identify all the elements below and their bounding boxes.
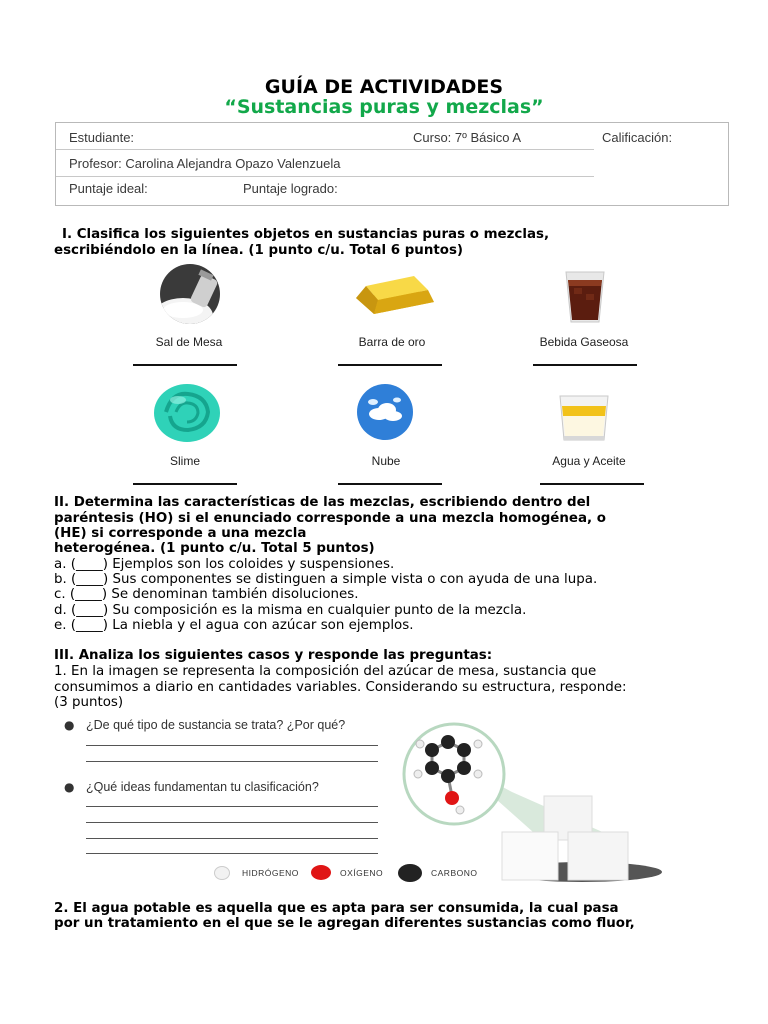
answer-line[interactable]: [533, 364, 637, 366]
student-info-table: [55, 122, 729, 206]
carbon-legend-icon: [398, 864, 422, 882]
achieved-score-field: Puntaje logrado:: [243, 181, 338, 196]
object-label: Nube: [371, 454, 401, 468]
answer-line[interactable]: [86, 806, 378, 807]
object-label: Slime: [169, 454, 200, 468]
case2-text: por un tratamiento en el que se le agregan diferentes sustancias como fluor,: [54, 916, 635, 931]
object-label: Bebida Gaseosa: [539, 335, 629, 349]
cloud-icon: [355, 384, 415, 440]
answer-line[interactable]: [338, 364, 442, 366]
list-item: e. (____) La niebla y el agua con azúcar son ejemplos.: [54, 618, 414, 633]
teacher-field: Profesor: Carolina Alejandra Opazo Valenzuela: [69, 156, 341, 171]
legend-hydrogen: HIDRÓGENO: [242, 868, 299, 878]
bullet-icon: ●: [64, 718, 75, 732]
section1-heading-cont: escribiéndolo en la línea. (1 punto c/u. Total 6 puntos): [54, 243, 464, 258]
list-item: c. (____) Se denominan también disoluciones.: [54, 587, 359, 602]
case1-text: (3 puntos): [54, 695, 124, 710]
student-field: Estudiante:: [69, 130, 135, 145]
section2-heading-cont: paréntesis (HO) si el enunciado corresponde a una mezcla homogénea, o: [54, 511, 606, 526]
case2-text: 2. El agua potable es aquella que es apta para ser consumida, la cual pasa: [54, 901, 619, 916]
answer-line[interactable]: [86, 838, 378, 839]
page-title: GUÍA DE ACTIVIDADES: [264, 76, 504, 98]
gold-bar-icon: [352, 268, 436, 324]
ideal-score-field: Puntaje ideal:: [69, 181, 148, 196]
section3-heading: III. Analiza los siguientes casos y responde las preguntas:: [54, 648, 493, 663]
question-2: ¿Qué ideas fundamentan tu clasificación?: [86, 780, 319, 794]
legend-oxygen: OXÍGENO: [340, 868, 384, 878]
answer-line[interactable]: [86, 853, 378, 854]
list-item: d. (____) Su composición es la misma en cualquier punto de la mezcla.: [54, 603, 527, 618]
case1-text: 1. En la imagen se representa la composición del azúcar de mesa, sustancia que: [54, 664, 597, 679]
soda-cup-icon: [562, 264, 608, 324]
answer-line[interactable]: [133, 364, 237, 366]
section2-heading: II. Determina las características de las mezclas, escribiendo dentro del: [54, 495, 591, 510]
page-subtitle: “Sustancias puras y mezclas”: [224, 96, 544, 118]
list-item: b. (____) Sus componentes se distinguen a simple vista o con ayuda de una lupa.: [54, 572, 598, 587]
course-field: Curso: 7º Básico A: [413, 130, 522, 145]
section2-heading-cont: (HE) si corresponde a una mezcla: [54, 526, 307, 541]
object-label: Agua y Aceite: [552, 454, 626, 468]
bullet-icon: ●: [64, 780, 75, 794]
section1-heading: I. Clasifica los siguientes objetos en sustancias puras o mezclas,: [62, 227, 550, 242]
water-oil-glass-icon: [556, 390, 612, 444]
answer-line[interactable]: [86, 822, 378, 823]
section2-heading-cont: heterogénea. (1 punto c/u. Total 5 puntos): [54, 541, 375, 556]
case1-text: consumimos a diario en cantidades variables. Considerando su estructura, responde:: [54, 680, 627, 695]
sugar-molecule-illustration: [392, 722, 664, 890]
table-divider: [56, 149, 594, 150]
answer-line[interactable]: [540, 483, 644, 485]
question-1: ¿De qué tipo de sustancia se trata? ¿Por qué?: [86, 718, 346, 732]
legend-carbon: CARBONO: [431, 868, 478, 878]
slime-icon: [152, 382, 222, 444]
answer-line[interactable]: [86, 761, 378, 762]
answer-line[interactable]: [338, 483, 442, 485]
object-label: Sal de Mesa: [155, 335, 223, 349]
object-label: Barra de oro: [358, 335, 426, 349]
list-item: a. (____) Ejemplos son los coloides y suspensiones.: [54, 557, 395, 572]
salt-icon: [155, 264, 225, 324]
table-divider: [56, 176, 594, 177]
answer-line[interactable]: [86, 745, 378, 746]
oxygen-legend-icon: [311, 865, 331, 880]
answer-line[interactable]: [133, 483, 237, 485]
grade-field: Calificación:: [602, 130, 673, 145]
hydrogen-legend-icon: [214, 866, 230, 880]
